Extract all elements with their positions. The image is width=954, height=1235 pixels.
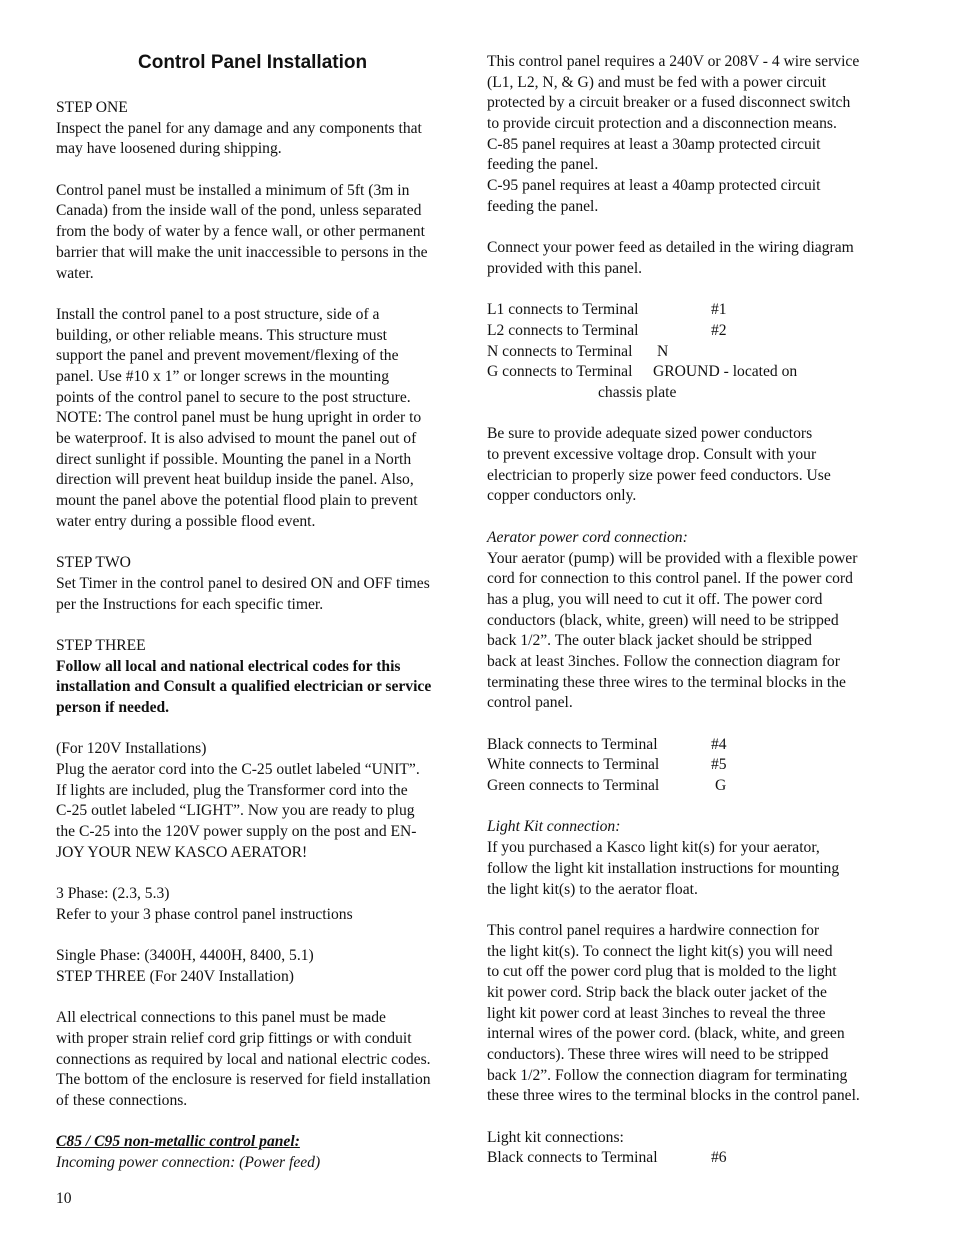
text-line: copper conductors only. <box>487 487 637 505</box>
page-title: Control Panel Installation <box>138 52 368 73</box>
text-line: back 1/2”. Follow the connection diagram for terminating <box>487 1066 848 1084</box>
text-line: provided with this panel. <box>487 259 643 277</box>
text-line: the light kit(s) to the aerator float. <box>487 880 698 898</box>
text-line: Set Timer in the control panel to desired ON and OFF times <box>56 574 430 592</box>
right-column <box>487 52 899 1169</box>
text-line: panel. Use #10 x 1” or longer screws in the mounting <box>56 367 390 385</box>
terminal-label: Green connects to Terminal <box>487 777 660 795</box>
terminal-row <box>487 342 899 363</box>
text-line: has a plug, you will need to cut it off. The power cord <box>487 590 823 608</box>
text-line: All electrical connections to this panel must be made <box>56 1009 386 1027</box>
text-line: kit power cord. Strip back the black outer jacket of the <box>487 983 827 1001</box>
terminal-row <box>487 321 899 342</box>
text-line: back at least 3inches. Follow the connection diagram for <box>487 652 840 670</box>
text-line: Install the control panel to a post structure, side of a <box>56 305 380 323</box>
text-line: If you purchased a Kasco light kit(s) for your aerator, <box>487 839 820 857</box>
bold-warning-line: installation and Consult a qualified electrician or service <box>56 678 432 696</box>
terminal-label: G connects to Terminal <box>487 363 633 381</box>
text-line: JOY YOUR NEW KASCO AERATOR! <box>56 843 308 861</box>
text-line: water entry during a possible flood event. <box>56 512 316 530</box>
text-line: cord for connection to this control panel. If the power cord <box>487 570 853 588</box>
text-line: This control panel requires a 240V or 208V - 4 wire service <box>487 53 860 70</box>
text-line: 3 Phase: (2.3, 5.3) <box>56 885 170 903</box>
terminal-value: #1 <box>711 301 727 319</box>
light-kit-heading: Light Kit connection: <box>487 818 621 836</box>
text-line: control panel. <box>487 694 573 712</box>
light-kit-connections-heading: Light kit connections: <box>487 1128 624 1146</box>
aerator-cord-heading: Aerator power cord connection: <box>487 528 688 546</box>
bold-warning-line: person if needed. <box>56 698 170 716</box>
text-line: mount the panel above the potential flood plain to prevent <box>56 492 418 510</box>
terminal-value: #6 <box>711 1149 727 1167</box>
text-line: (For 120V Installations) <box>56 740 207 758</box>
text-line: back 1/2”. The outer black jacket should be stripped <box>487 632 812 650</box>
text-line: direction will prevent heat buildup inside the panel. Also, <box>56 471 414 489</box>
text-line: may have loosened during shipping. <box>56 140 282 158</box>
text-line: feeding the panel. <box>487 197 599 215</box>
terminal-label: L2 connects to Terminal <box>487 321 639 339</box>
text-line: (L1, L2, N, & G) and must be fed with a power circuit <box>487 73 827 91</box>
text-line: Plug the aerator cord into the C-25 outlet labeled “UNIT”. <box>56 761 420 778</box>
text-line: points of the control panel to secure to the post structure. <box>56 388 411 406</box>
text-line: Canada) from the inside wall of the pond, unless separated <box>56 202 422 220</box>
text-line: to provide circuit protection and a disconnection means. <box>487 115 837 133</box>
terminal-value: N <box>657 342 669 360</box>
text-line: from the body of water by a fence wall, or other permanent <box>56 223 425 241</box>
step-one-heading: STEP ONE <box>56 99 128 116</box>
text-line: the light kit(s). To connect the light kit(s) you will need <box>487 942 833 960</box>
text-line: Single Phase: (3400H, 4400H, 8400, 5.1) <box>56 947 314 965</box>
text-line: terminating these three wires to the terminal blocks in the <box>487 673 846 691</box>
terminal-label: Black connects to Terminal <box>487 735 658 753</box>
terminal-value: GROUND - located on <box>653 363 798 381</box>
text-line: chassis plate <box>598 384 677 401</box>
terminal-label: White connects to Terminal <box>487 756 660 774</box>
text-line: conductors). These three wires will need to be stripped <box>487 1046 829 1063</box>
text-line: Refer to your 3 phase control panel instructions <box>56 905 353 923</box>
text-line: The bottom of the enclosure is reserved for field installation <box>56 1071 431 1089</box>
terminal-value: #2 <box>711 321 727 339</box>
text-line: electrician to properly size power feed conductors. Use <box>487 466 831 484</box>
text-line: water. <box>56 264 94 282</box>
terminal-value: G <box>715 777 727 795</box>
text-line: This control panel requires a hardwire connection for <box>487 921 820 939</box>
terminal-value: #4 <box>711 735 727 753</box>
step-three-heading: STEP THREE <box>56 636 146 654</box>
text-line: If lights are included, plug the Transformer cord into the <box>56 781 408 799</box>
text-line: of these connections. <box>56 1092 188 1109</box>
terminal-row <box>487 755 899 776</box>
terminal-label: L1 connects to Terminal <box>487 301 639 319</box>
text-line: C-95 panel requires at least a 40amp protected circuit <box>487 177 821 195</box>
terminal-row <box>487 300 899 321</box>
terminal-label: N connects to Terminal <box>487 342 633 360</box>
text-line: to prevent excessive voltage drop. Consult with your <box>487 446 817 464</box>
text-line: Connect your power feed as detailed in the wiring diagram <box>487 239 854 257</box>
text-line: C-85 panel requires at least a 30amp protected circuit <box>487 135 821 153</box>
terminal-row <box>487 776 899 797</box>
text-line: the C-25 into the 120V power supply on the post and EN- <box>56 823 417 841</box>
text-line: C-25 outlet labeled “LIGHT”. Now you are ready to plug <box>56 802 415 820</box>
terminal-value: #5 <box>711 756 727 774</box>
text-line: internal wires of the power cord. (black, white, and green <box>487 1025 845 1043</box>
text-line: barrier that will make the unit inaccessible to persons in the <box>56 243 428 261</box>
text-line: NOTE: The control panel must be hung upright in order to <box>56 409 422 427</box>
text-line: Inspect the panel for any damage and any components that <box>56 119 422 137</box>
text-line: with proper strain relief cord grip fittings or with conduit <box>56 1029 412 1047</box>
terminal-row <box>487 362 899 383</box>
terminal-row <box>487 735 899 756</box>
incoming-power-subheading: Incoming power connection: (Power feed) <box>56 1154 321 1172</box>
text-line: per the Instructions for each specific timer. <box>56 595 324 613</box>
text-line: to cut off the power cord plug that is molded to the light <box>487 963 837 981</box>
bold-warning-line: Follow all local and national electrical codes for this <box>56 657 401 675</box>
text-line: STEP THREE (For 240V Installation) <box>56 967 294 985</box>
text-line: building, or other reliable means. This structure must <box>56 326 388 344</box>
text-line: feeding the panel. <box>487 156 599 174</box>
text-line: conductors (black, white, green) will need to be stripped <box>487 611 839 629</box>
page-number: 10 <box>56 1190 72 1207</box>
terminal-label: Black connects to Terminal <box>487 1149 658 1167</box>
text-line: Be sure to provide adequate sized power conductors <box>487 425 813 443</box>
text-line: direct sunlight if possible. Mounting the panel in a North <box>56 450 412 468</box>
text-line: light kit power cord at least 3inches to reveal the three <box>487 1004 826 1022</box>
c85-c95-heading: C85 / C95 non-metallic control panel: <box>56 1133 300 1151</box>
text-line: these three wires to the terminal blocks in the control panel. <box>487 1087 860 1105</box>
text-line: protected by a circuit breaker or a fused disconnect switch <box>487 94 851 112</box>
text-line: be waterproof. It is also advised to mount the panel out of <box>56 430 417 447</box>
terminal-row <box>487 1148 899 1169</box>
text-line: support the panel and prevent movement/flexing of the <box>56 347 399 365</box>
text-line: Control panel must be installed a minimum of 5ft (3m in <box>56 181 410 199</box>
step-two-heading: STEP TWO <box>56 554 131 572</box>
text-line: connections as required by local and national electric codes. <box>56 1050 431 1068</box>
text-line: follow the light kit installation instructions for mounting <box>487 859 840 877</box>
left-column <box>56 98 470 1174</box>
text-line: Your aerator (pump) will be provided with a flexible power <box>487 549 858 567</box>
